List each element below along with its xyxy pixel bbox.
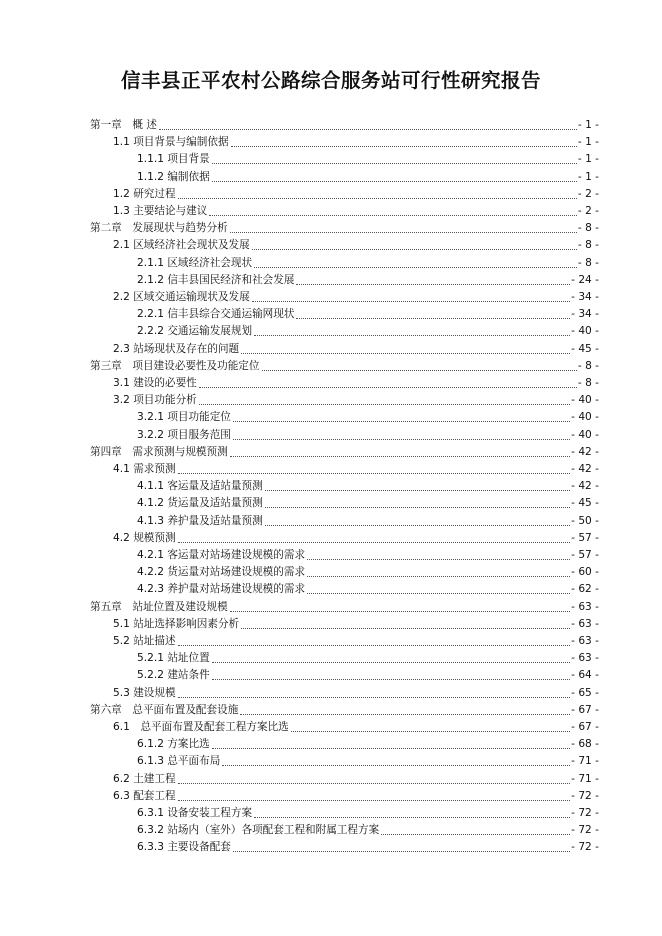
toc-entry-label: 2.2.1 信丰县综合交通运输网现状 xyxy=(137,308,295,321)
toc-dot-leader xyxy=(159,129,577,130)
toc-entry[interactable] xyxy=(137,304,599,321)
toc-dot-leader xyxy=(233,439,570,440)
toc-entry-page: - 63 - xyxy=(571,617,599,630)
toc-dot-leader xyxy=(178,697,571,698)
toc-dot-leader xyxy=(307,593,570,594)
toc-entry-page: - 71 - xyxy=(571,772,599,785)
toc-entry[interactable] xyxy=(113,184,599,201)
toc-entry[interactable] xyxy=(113,614,599,631)
toc-dot-leader xyxy=(209,215,577,216)
toc-entry[interactable] xyxy=(113,528,599,545)
toc-entry-label: 3.2 项目功能分析 xyxy=(113,394,197,407)
toc-entry-page: - 34 - xyxy=(571,291,599,303)
toc-dot-leader xyxy=(241,353,570,354)
toc-dot-leader xyxy=(230,232,577,233)
toc-dot-leader xyxy=(296,284,570,285)
toc-entry-label: 3.1 建设的必要性 xyxy=(113,377,197,389)
toc-entry-label: 4.1.2 货运量及适站量预测 xyxy=(137,497,263,510)
toc-dot-leader xyxy=(212,662,570,663)
toc-entry[interactable] xyxy=(113,717,599,734)
toc-entry-page: - 8 - xyxy=(577,377,599,389)
toc-entry-page: - 40 - xyxy=(571,325,599,338)
toc-entry-label: 1.3 主要结论与建议 xyxy=(113,205,208,217)
toc-entry-page: - 40 - xyxy=(571,394,599,407)
toc-dot-leader xyxy=(265,490,570,491)
toc-entry-label: 第六章 总平面布置及配套设施 xyxy=(90,703,239,716)
toc-entry-page: - 72 - xyxy=(571,789,599,802)
toc-dot-leader xyxy=(178,473,571,474)
toc-entry-label: 第四章 需求预测与规模预测 xyxy=(90,445,228,458)
toc-entry[interactable] xyxy=(113,459,599,476)
toc-entry[interactable] xyxy=(137,321,599,338)
toc-entry[interactable] xyxy=(137,734,599,751)
toc-dot-leader xyxy=(212,679,570,680)
toc-entry-page: - 60 - xyxy=(571,566,599,579)
toc-entry-page: - 57 - xyxy=(571,531,599,544)
toc-entry[interactable] xyxy=(137,149,599,166)
toc-entry-page: - 24 - xyxy=(571,273,599,286)
toc-dot-leader xyxy=(230,611,570,612)
toc-entry-label: 1.2 研究过程 xyxy=(113,187,176,200)
toc-entry-page: - 1 - xyxy=(577,153,599,166)
toc-entry-page: - 1 - xyxy=(577,170,599,183)
toc-entry-page: - 8 - xyxy=(577,222,599,235)
toc-entry-label: 6.1.2 方案比选 xyxy=(137,738,210,751)
toc-entry-page: - 42 - xyxy=(571,445,599,458)
toc-entry-label: 第一章 概 述 xyxy=(90,119,157,131)
toc-entry-page: - 71 - xyxy=(571,755,599,768)
toc-dot-leader xyxy=(178,783,571,784)
toc-entry[interactable] xyxy=(137,253,599,270)
toc-entry-page: - 8 - xyxy=(577,256,599,269)
toc-entry-page: - 34 - xyxy=(571,308,599,321)
toc-entry[interactable] xyxy=(113,287,599,304)
toc-entry-page: - 63 - xyxy=(571,635,599,647)
toc-dot-leader xyxy=(254,817,570,818)
toc-dot-leader xyxy=(307,559,570,560)
toc-entry[interactable] xyxy=(137,665,599,682)
toc-entry-page: - 42 - xyxy=(571,463,599,475)
toc-entry-chapter-5[interactable] xyxy=(90,597,599,614)
toc-entry-chapter-4[interactable] xyxy=(90,442,599,459)
toc-entry[interactable] xyxy=(113,339,599,356)
toc-entry-label: 6.3.2 站场内（室外）各项配套工程和附属工程方案 xyxy=(137,824,380,837)
toc-entry-page: - 2 - xyxy=(577,187,599,200)
toc-entry-label: 5.2.2 建站条件 xyxy=(137,669,210,682)
toc-entry-chapter-3[interactable] xyxy=(90,356,599,373)
toc-entry-chapter-1[interactable] xyxy=(90,115,599,132)
toc-entry-label: 5.1 站址选择影响因素分析 xyxy=(113,617,240,630)
toc-dot-leader xyxy=(254,267,577,268)
toc-entry-label: 1.1.1 项目背景 xyxy=(137,153,210,166)
toc-dot-leader xyxy=(212,163,577,164)
toc-entry[interactable] xyxy=(113,786,599,803)
toc-entry[interactable] xyxy=(137,579,599,596)
toc-dot-leader xyxy=(212,181,577,182)
toc-entry-label: 3.2.1 项目功能定位 xyxy=(137,411,231,424)
toc-entry[interactable] xyxy=(113,631,599,648)
toc-entry-chapter-6[interactable] xyxy=(90,700,599,717)
toc-entry-page: - 63 - xyxy=(571,600,599,613)
toc-entry-label: 5.2 站址描述 xyxy=(113,635,176,647)
toc-entry-page: - 63 - xyxy=(571,652,599,665)
toc-entry-page: - 72 - xyxy=(571,824,599,837)
toc-entry-page: - 40 - xyxy=(571,411,599,424)
toc-entry-page: - 1 - xyxy=(577,136,599,149)
toc-dot-leader xyxy=(178,800,571,801)
toc-entry-label: 2.2 区域交通运输现状及发展 xyxy=(113,291,250,303)
toc-entry[interactable] xyxy=(137,562,599,579)
toc-dot-leader xyxy=(231,146,577,147)
toc-entry-label: 2.2.2 交通运输发展规划 xyxy=(137,325,253,338)
toc-entry-label: 6.2 土建工程 xyxy=(113,772,176,785)
toc-entry-page: - 42 - xyxy=(571,480,599,493)
toc-dot-leader xyxy=(233,421,570,422)
toc-entry-label: 6.3 配套工程 xyxy=(113,789,176,802)
toc-entry-page: - 62 - xyxy=(571,583,599,596)
toc-dot-leader xyxy=(178,542,571,543)
toc-entry-label: 6.3.1 设备安装工程方案 xyxy=(137,807,253,819)
toc-entry-label: 5.3 建设规模 xyxy=(113,686,176,699)
toc-entry[interactable] xyxy=(137,493,599,510)
toc-entry-page: - 45 - xyxy=(571,497,599,510)
toc-dot-leader xyxy=(199,404,570,405)
toc-entry[interactable] xyxy=(137,648,599,665)
toc-entry[interactable] xyxy=(137,167,599,184)
toc-entry-page: - 67 - xyxy=(571,721,599,733)
toc-entry-label: 1.1.2 编制依据 xyxy=(137,170,210,183)
toc-entry-page: - 67 - xyxy=(571,703,599,716)
toc-dot-leader xyxy=(230,456,570,457)
toc-entry-label: 6.3.3 主要设备配套 xyxy=(137,841,231,854)
toc-entry-label: 2.1 区域经济社会现状及发展 xyxy=(113,239,250,252)
toc-entry-label: 3.2.2 项目服务范围 xyxy=(137,428,231,441)
toc-entry-label: 4.1.3 养护量及适站量预测 xyxy=(137,514,263,527)
toc-entry[interactable] xyxy=(113,683,599,700)
toc-dot-leader xyxy=(178,645,571,646)
toc-entry-page: - 72 - xyxy=(571,807,599,819)
toc-entry-label: 4.1.1 客运量及适站量预测 xyxy=(137,480,263,493)
toc-entry[interactable] xyxy=(137,820,599,837)
toc-entry-label: 4.2.3 养护量对站场建设规模的需求 xyxy=(137,583,306,596)
toc-entry-page: - 45 - xyxy=(571,342,599,355)
toc-entry-label: 第五章 站址位置及建设规模 xyxy=(90,600,228,613)
toc-entry[interactable] xyxy=(113,769,599,786)
toc-dot-leader xyxy=(296,318,570,319)
toc-entry[interactable] xyxy=(113,373,599,390)
toc-entry-label: 4.2.1 客运量对站场建设规模的需求 xyxy=(137,549,306,561)
toc-entry-chapter-2[interactable] xyxy=(90,218,599,235)
toc-dot-leader xyxy=(262,370,577,371)
toc-dot-leader xyxy=(252,301,570,302)
toc-entry-label: 6.1 总平面布置及配套工程方案比选 xyxy=(113,721,289,733)
toc-dot-leader xyxy=(233,851,570,852)
toc-entry[interactable] xyxy=(137,270,599,287)
toc-entry-label: 4.2 规模预测 xyxy=(113,531,176,544)
toc-entry-label: 4.1 需求预测 xyxy=(113,463,176,475)
toc-dot-leader xyxy=(381,834,570,835)
toc-entry-label: 1.1 项目背景与编制依据 xyxy=(113,136,229,149)
toc-entry-page: - 8 - xyxy=(577,239,599,252)
toc-entry-label: 2.3 站场现状及存在的问题 xyxy=(113,342,240,355)
toc-entry[interactable] xyxy=(137,425,599,442)
toc-dot-leader xyxy=(307,576,570,577)
toc-entry-page: - 57 - xyxy=(571,549,599,561)
toc-entry[interactable] xyxy=(137,751,599,768)
toc-entry-label: 第二章 发展现状与趋势分析 xyxy=(90,222,228,235)
toc-entry[interactable] xyxy=(137,837,599,854)
toc-entry[interactable] xyxy=(113,235,599,252)
toc-entry-page: - 8 - xyxy=(577,359,599,372)
toc-dot-leader xyxy=(254,335,570,336)
toc-dot-leader xyxy=(212,748,570,749)
toc-dot-leader xyxy=(252,249,577,250)
toc-entry-page: - 40 - xyxy=(571,428,599,441)
page-title: 信丰县正平农村公路综合服务站可行性研究报告 xyxy=(120,69,541,92)
toc-entry-label: 第三章 项目建设必要性及功能定位 xyxy=(90,359,260,372)
toc-entry-label: 2.1.2 信丰县国民经济和社会发展 xyxy=(137,273,295,286)
toc-dot-leader xyxy=(241,628,570,629)
toc-entry-page: - 65 - xyxy=(571,686,599,699)
toc-dot-leader xyxy=(240,714,570,715)
toc-entry-page: - 1 - xyxy=(577,119,599,131)
toc-entry[interactable] xyxy=(137,476,599,493)
toc-entry[interactable] xyxy=(113,390,599,407)
toc-entry-label: 6.1.3 总平面布局 xyxy=(137,755,221,768)
toc-entry[interactable] xyxy=(137,545,599,562)
toc-entry-label: 5.2.1 站址位置 xyxy=(137,652,210,665)
toc-entry-label: 2.1.1 区域经济社会现状 xyxy=(137,256,253,269)
toc-entry-page: - 72 - xyxy=(571,841,599,854)
toc-entry-label: 4.2.2 货运量对站场建设规模的需求 xyxy=(137,566,306,579)
toc-dot-leader xyxy=(222,765,570,766)
toc-entry-page: - 50 - xyxy=(571,514,599,527)
toc-entry[interactable] xyxy=(137,407,599,424)
toc-dot-leader xyxy=(199,387,577,388)
toc-entry[interactable] xyxy=(113,201,599,218)
toc-entry[interactable] xyxy=(113,132,599,149)
toc-entry-page: - 64 - xyxy=(571,669,599,682)
toc-dot-leader xyxy=(291,731,570,732)
toc-entry[interactable] xyxy=(137,803,599,820)
toc-dot-leader xyxy=(265,507,570,508)
toc-dot-leader xyxy=(178,198,577,199)
toc-dot-leader xyxy=(265,525,570,526)
toc-entry-page: - 68 - xyxy=(571,738,599,751)
toc-entry-page: - 2 - xyxy=(577,205,599,217)
toc-entry[interactable] xyxy=(137,511,599,528)
